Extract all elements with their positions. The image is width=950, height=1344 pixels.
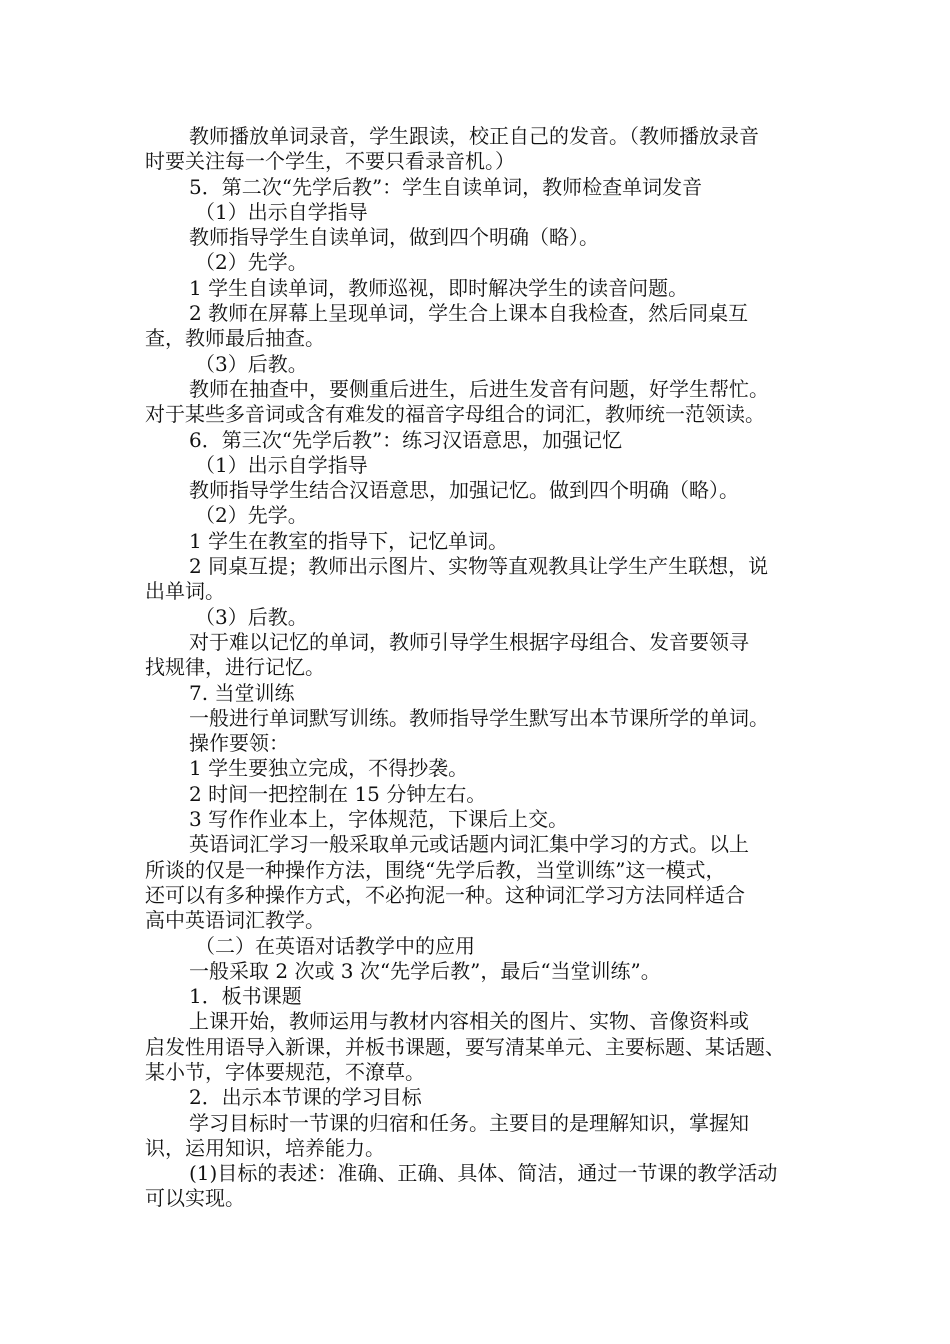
- text-line: 6．第三次“先学后教”：练习汉语意思，加强记忆: [189, 427, 623, 452]
- text-line: 教师播放单词录音，学生跟读，校正自己的发音。（教师播放录音: [189, 124, 759, 148]
- text-line: 一般采取 2 次或 3 次“先学后教”，最后“当堂训练”。: [189, 958, 661, 983]
- text-line: 可以实现。: [145, 1186, 245, 1211]
- text-line: 2 教师在屏幕上呈现单词，学生合上课本自我检查，然后同桌互: [189, 301, 749, 326]
- text-line: （二）在英语对话教学中的应用: [195, 933, 475, 958]
- text-line: 教师指导学生结合汉语意思，加强记忆。做到四个明确（略）。: [189, 478, 739, 503]
- text-line: （2）先学。: [195, 503, 308, 528]
- text-line: 还可以有多种操作方式，不必拘泥一种。这种词汇学习方法同样适合: [145, 882, 745, 907]
- text-line: 对于某些多音词或含有难发的福音字母组合的词汇，教师统一范领读。: [145, 402, 765, 427]
- text-line: 对于难以记忆的单词，教师引导学生根据字母组合、发音要领寻: [189, 629, 749, 654]
- text-line: （3）后教。: [195, 351, 308, 376]
- text-line: （1）出示自学指导: [195, 199, 368, 224]
- text-line: 3 写作作业本上，字体规范，下课后上交。: [189, 807, 569, 832]
- text-line: 找规律，进行记忆。: [145, 655, 325, 680]
- text-line: 启发性用语导入新课，并板书课题，要写清某单元、主要标题、某话题、: [145, 1034, 785, 1059]
- text-line: 1 学生自读单词，教师巡视，即时解决学生的读音问题。: [189, 275, 689, 300]
- text-line: 2 同桌互提；教师出示图片、实物等直观教具让学生产生联想，说: [189, 554, 769, 579]
- text-line: （1）出示自学指导: [195, 452, 368, 477]
- text-line: 查，教师最后抽查。: [145, 326, 325, 351]
- text-line: 2 时间一把控制在 15 分钟左右。: [189, 781, 487, 806]
- text-line: 1 学生要独立完成，不得抄袭。: [189, 756, 469, 781]
- text-line: 识，运用知识，培养能力。: [145, 1135, 385, 1160]
- text-line: 7. 当堂训练: [189, 680, 295, 705]
- document-body: [145, 124, 810, 1212]
- text-line: 1．板书课题: [189, 984, 302, 1009]
- text-line: (1)目标的表述：准确、正确、具体、简洁，通过一节课的教学活动: [189, 1161, 778, 1186]
- text-line: （2）先学。: [195, 250, 308, 275]
- text-line: 教师在抽查中，要侧重后进生，后进生发音有问题，好学生帮忙。: [189, 376, 769, 401]
- text-line: 英语词汇学习一般采取单元或话题内词汇集中学习的方式。以上: [189, 832, 749, 857]
- text-line: 1 学生在教室的指导下，记忆单词。: [189, 528, 509, 553]
- text-line: 学习目标时一节课的归宿和任务。主要目的是理解知识，掌握知: [189, 1110, 749, 1135]
- text-line: 5．第二次“先学后教”：学生自读单词，教师检查单词发音: [189, 174, 703, 199]
- text-line: 一般进行单词默写训练。教师指导学生默写出本节课所学的单词。: [189, 705, 769, 730]
- text-line: 某小节，字体要规范，不潦草。: [145, 1059, 425, 1084]
- text-line: 高中英语词汇教学。: [145, 908, 325, 933]
- text-line: 操作要领：: [189, 731, 289, 756]
- text-line: 时要关注每一个学生，不要只看录音机。）: [145, 149, 515, 174]
- text-line: 2．出示本节课的学习目标: [189, 1085, 422, 1110]
- text-line: 上课开始，教师运用与教材内容相关的图片、实物、音像资料或: [189, 1009, 749, 1034]
- text-line: 教师指导学生自读单词，做到四个明确（略）。: [189, 225, 599, 250]
- text-line: 出单词。: [145, 579, 225, 604]
- text-line: 所谈的仅是一种操作方法，围绕“先学后教，当堂训练”这一模式，: [145, 857, 726, 882]
- text-line: （3）后教。: [195, 604, 308, 629]
